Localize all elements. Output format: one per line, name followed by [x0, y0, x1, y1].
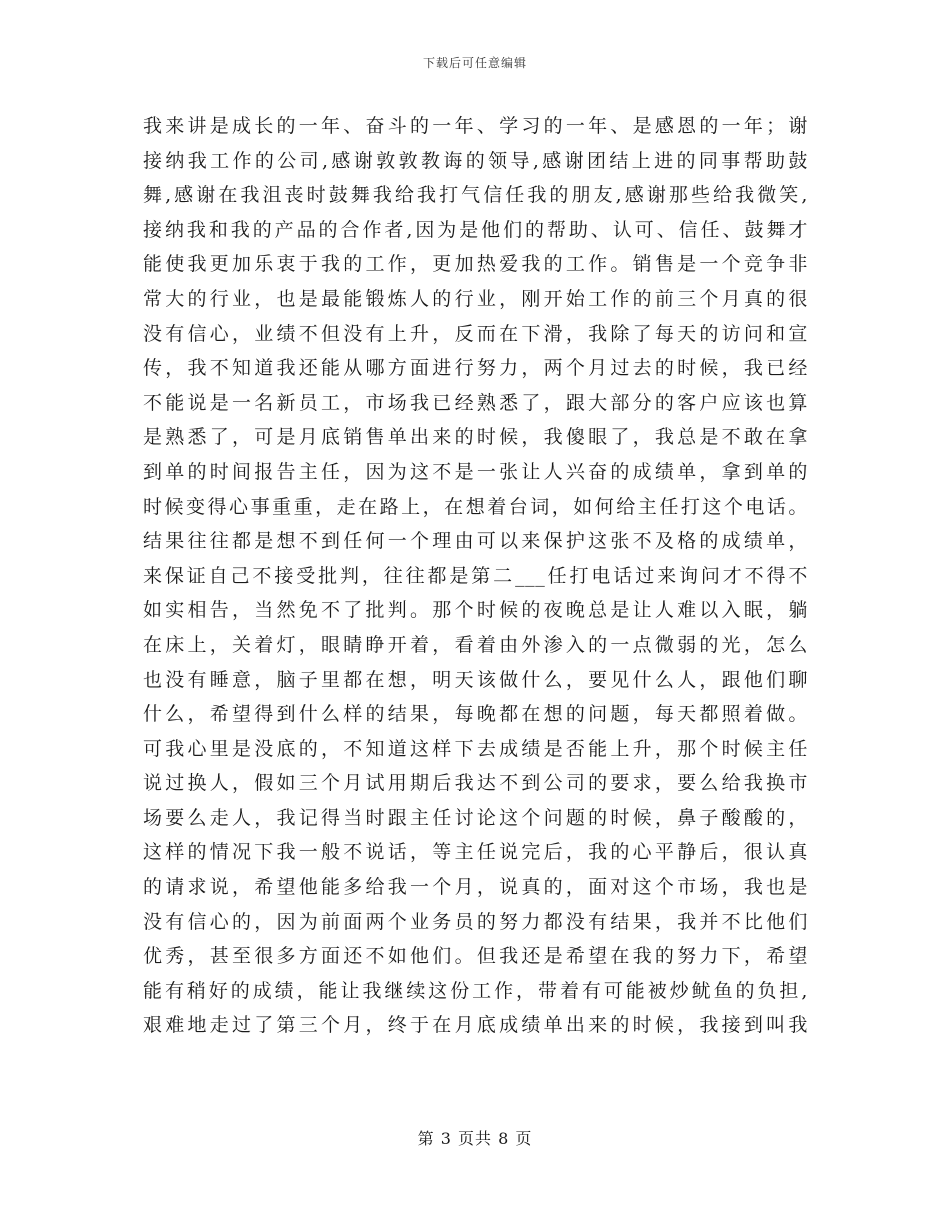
document-body	[143, 109, 808, 1043]
text-line: 来保证自己不接受批判，往往都是第二___任打电话过来询问才不得不	[143, 564, 808, 587]
text-line: 是熟悉了，可是月底销售单出来的时候，我傻眼了，我总是不敢在拿	[143, 426, 808, 449]
text-line: 没有信心，业绩不但没有上升，反而在下滑，我除了每天的访问和宣	[143, 322, 808, 345]
page-number: 第 3 页共 8 页	[417, 1129, 533, 1148]
text-line: 到单的时间报告主任，因为这不是一张让人兴奋的成绩单，拿到单的	[143, 460, 808, 483]
text-line: 接纳我和我的产品的合作者,因为是他们的帮助、认可、信任、鼓舞才	[143, 218, 808, 241]
text-line: 没有信心的，因为前面两个业务员的努力都没有结果，我并不比他们	[143, 910, 808, 933]
text-line: 这样的情况下我一般不说话，等主任说完后，我的心平静后，很认真	[143, 841, 808, 864]
text-line: 说过换人，假如三个月试用期后我达不到公司的要求，要么给我换市	[143, 772, 808, 795]
text-line: 在床上，关着灯，眼睛睁开着，看着由外渗入的一点微弱的光，怎么	[143, 633, 808, 656]
text-line: 可我心里是没底的，不知道这样下去成绩是否能上升，那个时候主任	[143, 737, 808, 760]
text-line: 的请求说，希望他能多给我一个月，说真的，面对这个市场，我也是	[143, 876, 808, 899]
text-line: 常大的行业，也是最能锻炼人的行业，刚开始工作的前三个月真的很	[143, 287, 808, 310]
text-line: 如实相告，当然免不了批判。那个时候的夜晚总是让人难以入眠，躺	[143, 599, 808, 622]
text-line: 能有稍好的成绩，能让我继续这份工作，带着有可能被炒鱿鱼的负担,	[143, 979, 808, 1002]
text-line: 时候变得心事重重，走在路上，在想着台词，如何给主任打这个电话。	[143, 495, 808, 518]
text-line: 也没有睡意，脑子里都在想，明天该做什么，要见什么人，跟他们聊	[143, 668, 808, 691]
text-line: 传，我不知道我还能从哪方面进行努力，两个月过去的时候，我已经	[143, 357, 808, 380]
text-line: 什么，希望得到什么样的结果，每晚都在想的问题，每天都照着做。	[143, 703, 808, 726]
text-line: 结果往往都是想不到任何一个理由可以来保护这张不及格的成绩单，	[143, 530, 808, 553]
text-line: 优秀，甚至很多方面还不如他们。但我还是希望在我的努力下，希望	[143, 945, 808, 968]
text-line: 接纳我工作的公司,感谢敦敦教诲的领导,感谢团结上进的同事帮助鼓	[143, 149, 808, 172]
text-line: 场要么走人，我记得当时跟主任讨论这个问题的时候，鼻子酸酸的，	[143, 806, 808, 829]
text-line: 舞,感谢在我沮丧时鼓舞我给我打气信任我的朋友,感谢那些给我微笑,	[143, 184, 808, 207]
page-header-note: 下载后可任意编辑	[422, 56, 527, 70]
text-line: 我来讲是成长的一年、奋斗的一年、学习的一年、是感恩的一年；谢	[143, 115, 808, 137]
text-line: 不能说是一名新员工，市场我已经熟悉了，跟大部分的客户应该也算	[143, 391, 808, 414]
text-line: 艰难地走过了第三个月，终于在月底成绩单出来的时候，我接到叫我	[143, 1014, 808, 1037]
text-line: 能使我更加乐衷于我的工作，更加热爱我的工作。销售是一个竞争非	[143, 253, 808, 276]
